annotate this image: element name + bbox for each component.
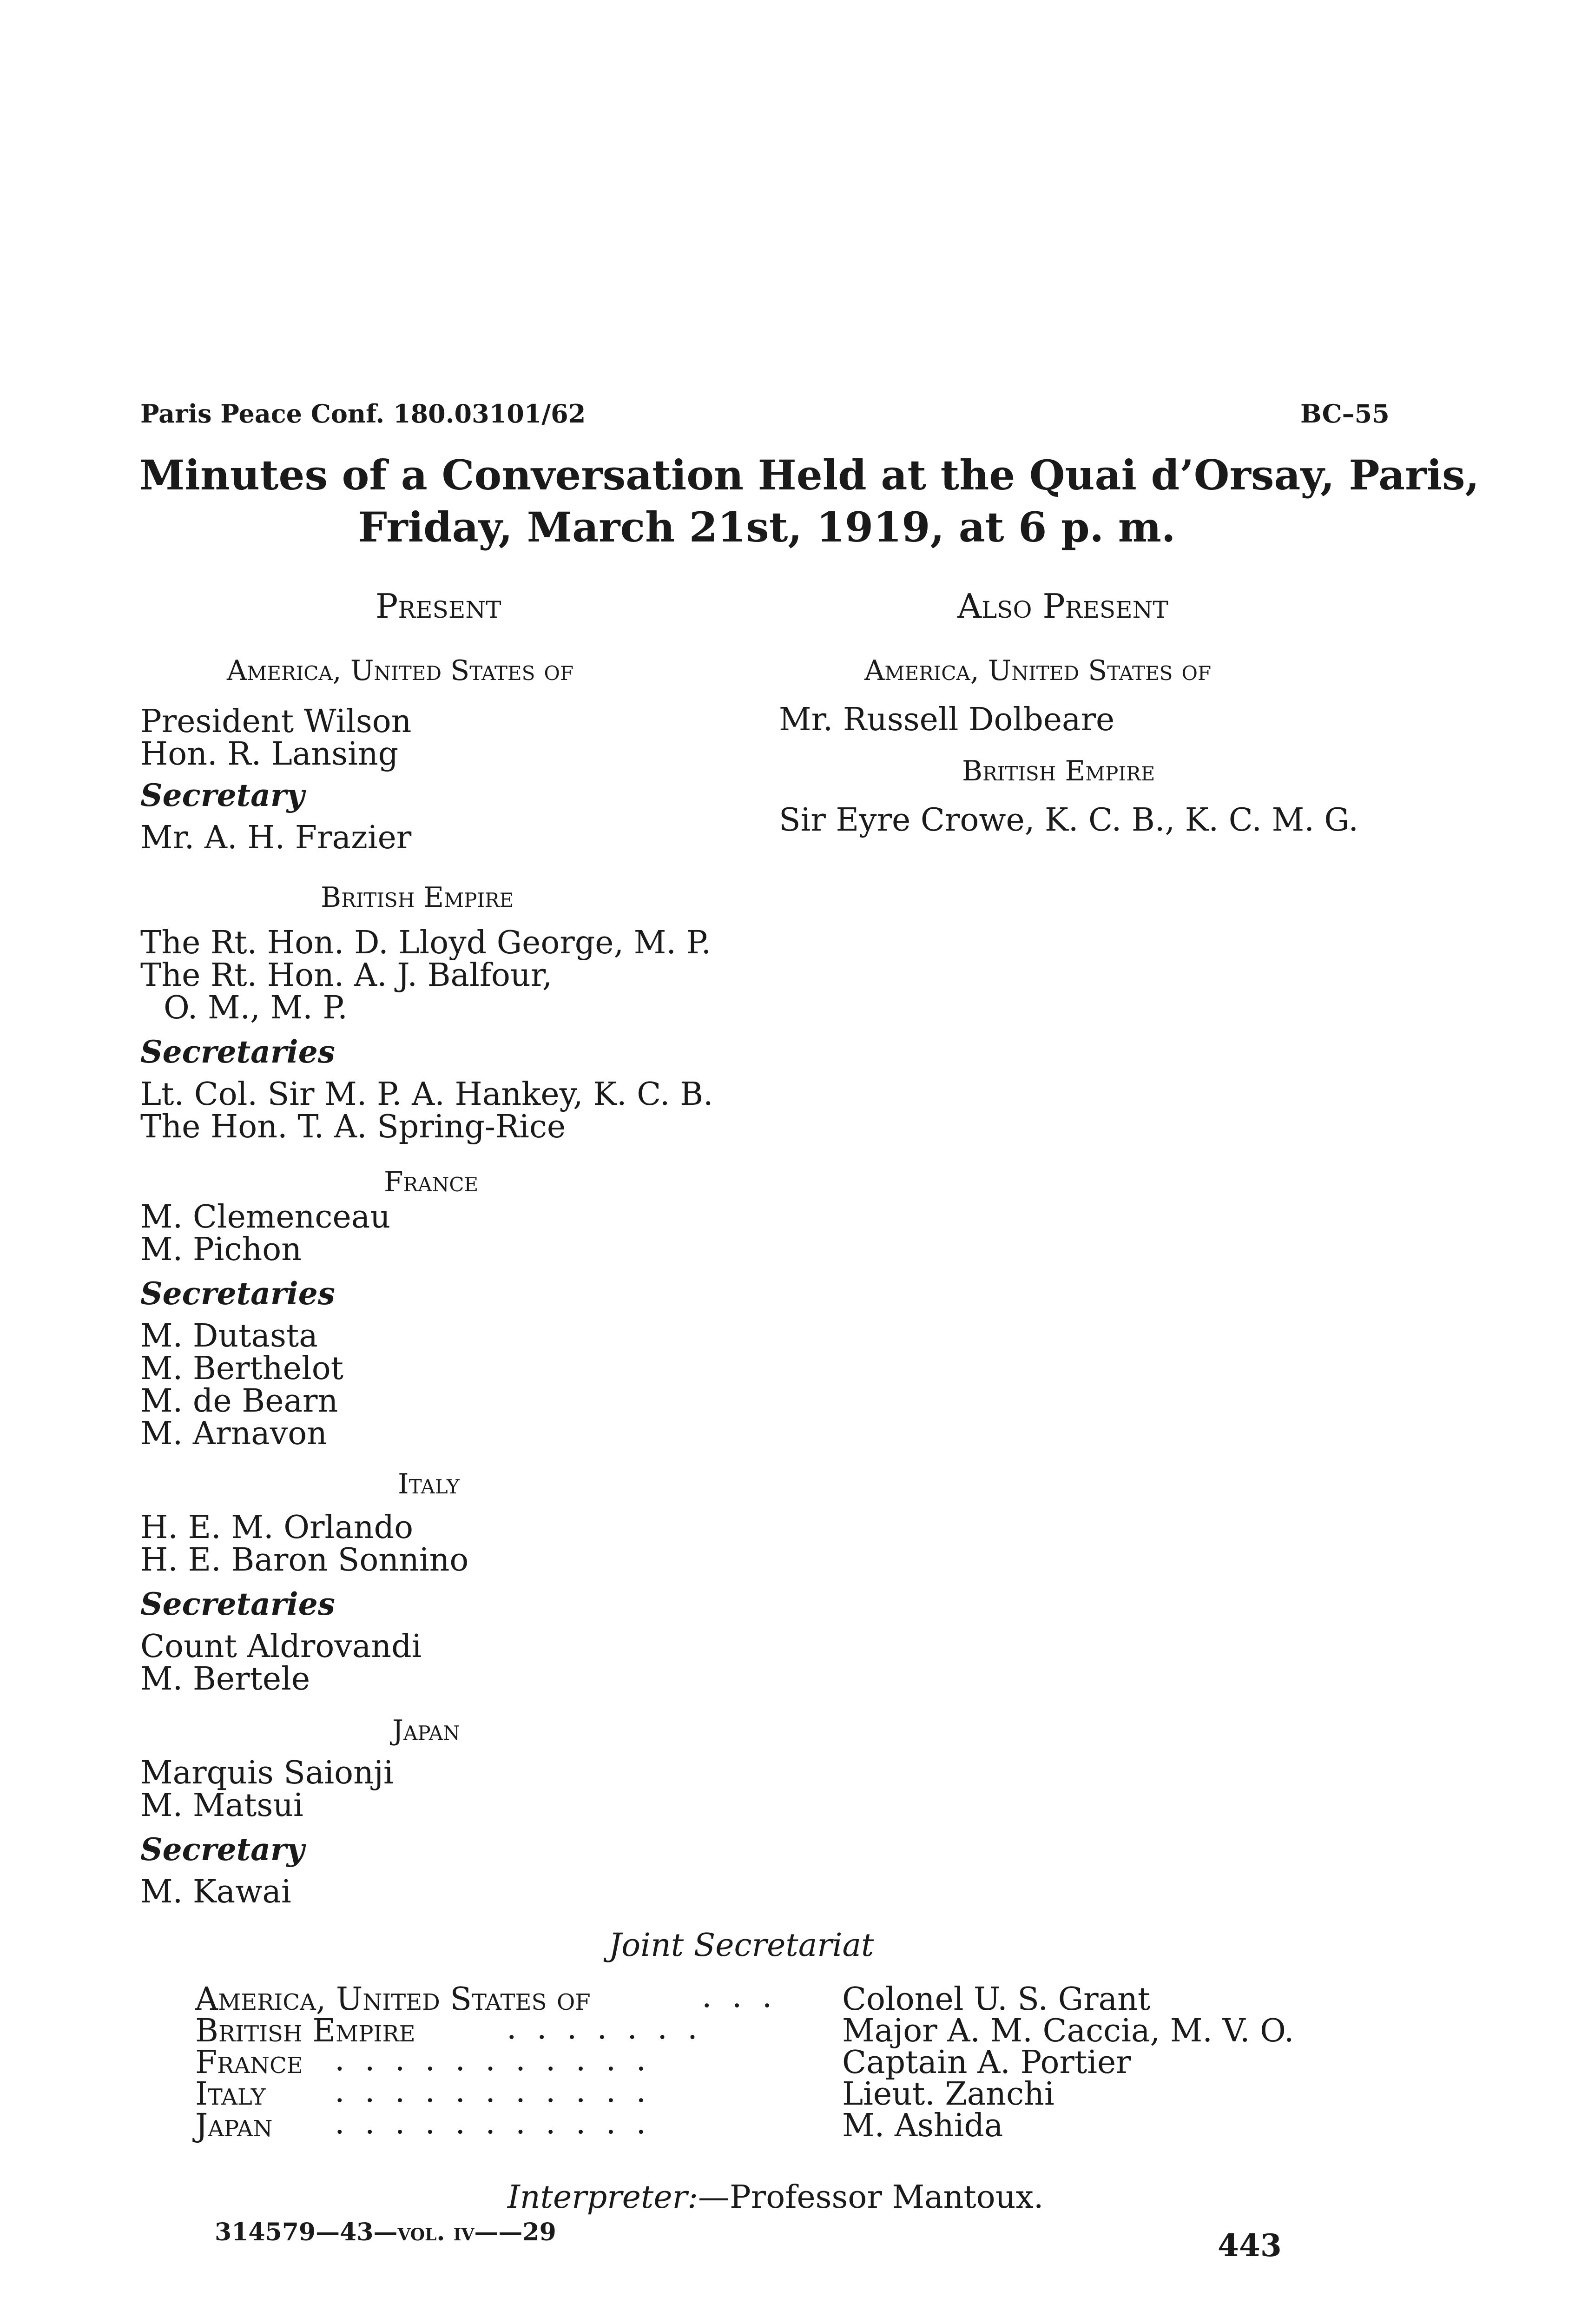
table-row bbox=[195, 2041, 1357, 2081]
secretaries-label: Secretaries bbox=[140, 1275, 335, 1312]
dot-leader: . . . . . . . . . . . bbox=[335, 2073, 646, 2110]
attendee: M. Matsui bbox=[140, 1787, 303, 1824]
table-row bbox=[195, 2010, 1357, 2049]
secretariat-name: M. Ashida bbox=[842, 2107, 1003, 2144]
secretary: M. Bertele bbox=[140, 1661, 310, 1697]
page-number: 443 bbox=[1218, 2227, 1282, 2264]
secretary: M. Dutasta bbox=[140, 1318, 318, 1354]
present-america-list bbox=[140, 703, 412, 856]
dot-leader: . . . bbox=[702, 1978, 772, 2015]
secretariat-country: Japan bbox=[195, 2107, 273, 2144]
secretariat-name: Lieut. Zanchi bbox=[842, 2076, 1054, 2113]
dot-leader: . . . . . . . bbox=[507, 2010, 698, 2047]
secretary-label: Secretary bbox=[140, 777, 304, 813]
secretary: M. Berthelot bbox=[140, 1350, 343, 1387]
present-british-heading: British Empire bbox=[321, 881, 514, 914]
attendee: The Rt. Hon. D. Lloyd George, M. P. bbox=[140, 924, 712, 961]
page-title bbox=[139, 449, 1480, 553]
table-row bbox=[195, 2105, 1357, 2144]
joint-secretariat-table bbox=[195, 1978, 1357, 2144]
present-italy-heading: Italy bbox=[398, 1468, 460, 1500]
secretariat-country: America, United States of bbox=[195, 1981, 591, 2018]
attendee: Marquis Saionji bbox=[140, 1755, 394, 1791]
present-france-heading: France bbox=[384, 1166, 479, 1198]
also-present-america-heading: America, United States of bbox=[864, 654, 1212, 687]
present-italy-list bbox=[140, 1509, 469, 1697]
dot-leader: . . . . . . . . . . . bbox=[335, 2041, 646, 2078]
attendee: President Wilson bbox=[140, 703, 412, 740]
secretariat-country: France bbox=[195, 2044, 303, 2081]
secretariat-name: Major A. M. Caccia, M. V. O. bbox=[842, 2013, 1294, 2049]
dot-leader: . . . . . . . . . . . bbox=[335, 2105, 646, 2141]
present-japan-list bbox=[140, 1757, 394, 1908]
joint-secretariat-heading bbox=[609, 1927, 874, 1964]
secretaries-label: Secretaries bbox=[140, 1586, 335, 1622]
joint-secretariat-heading-b: Secretariat bbox=[693, 1927, 874, 1964]
present-japan-heading: Japan bbox=[392, 1714, 460, 1747]
present-france-list bbox=[140, 1201, 390, 1450]
secretariat-name: Colonel U. S. Grant bbox=[842, 1981, 1151, 2018]
secretary: M. Kawai bbox=[140, 1874, 291, 1910]
table-row bbox=[195, 1978, 1357, 2018]
secretary: The Hon. T. A. Spring-Rice bbox=[140, 1109, 566, 1145]
secretary: Lt. Col. Sir M. P. A. Hankey, K. C. B. bbox=[140, 1076, 713, 1113]
attendee: Hon. R. Lansing bbox=[140, 736, 399, 772]
joint-secretariat-heading-a: Joint bbox=[609, 1927, 684, 1964]
interpreter-label: Interpreter: bbox=[507, 2179, 698, 2216]
table-row bbox=[195, 2073, 1357, 2113]
attendee: O. M., M. P. bbox=[164, 990, 348, 1026]
attendee: H. E. M. Orlando bbox=[140, 1509, 414, 1546]
interpreter-name: —Professor Mantoux. bbox=[698, 2179, 1044, 2216]
also-present-america-attendee: Mr. Russell Dolbeare bbox=[779, 701, 1115, 738]
print-code: 314579—43—vol. iv——29 bbox=[215, 2218, 556, 2246]
also-present-heading: Also Present bbox=[957, 587, 1168, 626]
secretariat-country: British Empire bbox=[195, 2013, 415, 2049]
doc-reference: Paris Peace Conf. 180.03101/62 bbox=[140, 399, 586, 429]
present-heading: Present bbox=[376, 587, 501, 626]
secretaries-label: Secretaries bbox=[140, 1034, 335, 1070]
attendee: M. Clemenceau bbox=[140, 1199, 391, 1235]
attendee: H. E. Baron Sonnino bbox=[140, 1542, 469, 1578]
secretary: Mr. A. H. Frazier bbox=[140, 819, 412, 856]
secretary: Count Aldrovandi bbox=[140, 1628, 422, 1665]
interpreter-line bbox=[507, 2179, 1043, 2216]
title-line-1: Minutes of a Conversation Held at the Quai d’Orsay, Paris, bbox=[139, 451, 1480, 499]
secretary-label: Secretary bbox=[140, 1831, 304, 1868]
present-america-heading: America, United States of bbox=[227, 654, 574, 687]
secretary: M. Arnavon bbox=[140, 1415, 327, 1452]
also-present-british-heading: British Empire bbox=[962, 755, 1155, 787]
attendee: M. Pichon bbox=[140, 1231, 302, 1268]
secretariat-country: Italy bbox=[195, 2076, 266, 2113]
doc-code: BC–55 bbox=[1300, 399, 1390, 429]
secretary: M. de Bearn bbox=[140, 1383, 338, 1419]
present-british-list bbox=[140, 924, 713, 1145]
attendee: The Rt. Hon. A. J. Balfour, bbox=[140, 957, 553, 994]
title-line-2: Friday, March 21st, 1919, at 6 p. m. bbox=[358, 503, 1176, 551]
secretariat-name: Captain A. Portier bbox=[842, 2044, 1131, 2081]
also-present-british-attendee: Sir Eyre Crowe, K. C. B., K. C. M. G. bbox=[779, 802, 1358, 838]
